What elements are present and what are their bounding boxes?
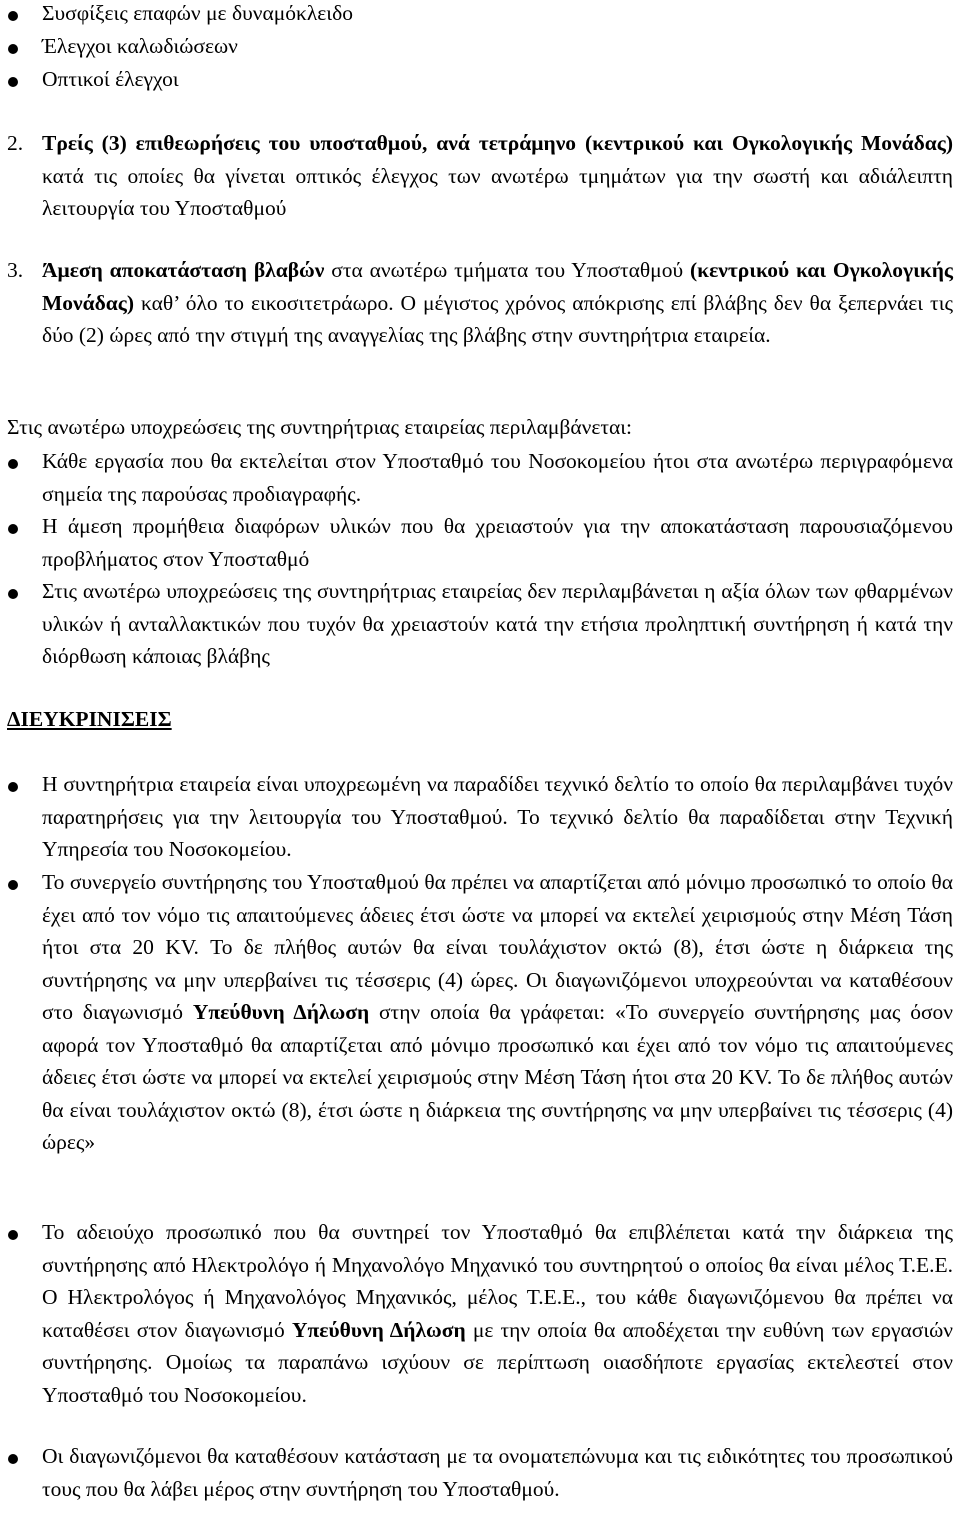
item-3-bold-1: Άμεση αποκατάσταση βλαβών (42, 258, 325, 282)
clarification-item: Η συντηρήτρια εταιρεία είναι υποχρεωμένη να παραδίδει τεχνικό δελτίο το οποίο θα περιλαμβάνει τυχόν παρατηρήσεις για την λειτουργία του Υποσταθμού. Το τεχνικό δελτίο θα παραδίδεται στην Τεχνική Υπηρεσία του Νοσοκομείου. (42, 772, 953, 861)
item-number: 2. (7, 131, 24, 155)
bullet-icon (8, 1454, 18, 1464)
item-3-text (42, 254, 953, 352)
item-3-rest: καθ’ όλο το εικοσιτετράωρο. Ο μέγιστος χρόνος απόκρισης επί βλάβης δεν θα ξεπερνάει τις δύο (2) ώρες από την στιγμή της αναγγελίας της βλάβης στην συντηρήτρια εταιρεία. (42, 290, 953, 347)
bullet-icon (8, 524, 18, 534)
clar-2-bold: Υπεύθυνη Δήλωση (192, 1000, 370, 1024)
list-item: Έλεγχοι καλωδιώσεων (42, 34, 238, 58)
item-2-text (42, 127, 953, 225)
item-2-rest: κατά τις οποίες θα γίνεται οπτικός έλεγχος των ανωτέρω τμημάτων για την σωστή και αδιάλειπτη λειτουργία του Υποσταθμού (42, 163, 953, 220)
bullet-icon (8, 880, 18, 890)
bullet-icon (8, 782, 18, 792)
clarification-item (42, 1216, 953, 1411)
clar-3-part-2: με την οποία θα αποδέχεται την ευθύνη των εργασιών συντήρησης. Ομοίως τα παραπάνω ισχύουν σε περίπτωση οιασδήποτε εργασίας εκτελεστεί στον Υποσταθμό του Νοσοκομείου. (42, 1317, 954, 1407)
list-item: Συσφίξεις επαφών με δυναμόκλειδο (42, 1, 353, 25)
bullet-icon (8, 44, 18, 54)
obligation-item: Κάθε εργασία που θα εκτελείται στον Υποσταθμό του Νοσοκομείου ήτοι στα ανωτέρω περιγραφόμενα σημεία της παρούσας προδιαγραφής. (42, 449, 953, 506)
bullet-icon (8, 11, 18, 21)
item-3-mid: στα ανωτέρω τμήματα του Υποσταθμού (324, 258, 690, 282)
clarification-item (42, 866, 953, 1159)
clar-3-bold: Υπεύθυνη Δήλωση (291, 1317, 466, 1342)
clarifications-heading: ΔΙΕΥΚΡΙΝΙΣΕΙΣ (7, 707, 172, 731)
bullet-icon (8, 1230, 18, 1240)
item-number: 3. (7, 258, 24, 282)
bullet-icon (8, 459, 18, 469)
bullet-icon (8, 589, 18, 599)
obligation-item: Η άμεση προμήθεια διαφόρων υλικών που θα χρειαστούν για την αποκατάσταση παρουσιαζόμενου προβλήματος στον Υποσταθμό (42, 514, 953, 571)
item-2-bold: Τρείς (3) επιθεωρήσεις του υποσταθμού, ανά τετράμηνο (κεντρικού και Ογκολογικής Μονάδας) (42, 131, 953, 155)
obligations-intro: Στις ανωτέρω υποχρεώσεις της συντηρήτριας εταιρείας περιλαμβάνεται: (7, 415, 633, 439)
obligation-item: Στις ανωτέρω υποχρεώσεις της συντηρήτριας εταιρείας δεν περιλαμβάνεται η αξία όλων των φθαρμένων υλικών ή ανταλλακτικών που τυχόν θα χρειαστούν κατά την ετήσια προληπτική συντήρηση ή κατά την διόρθωση κάποιας βλάβης (42, 579, 953, 668)
clar-2-part-1: Το συνεργείο συντήρησης του Υποσταθμού θα πρέπει να απαρτίζεται από μόνιμο προσωπικό το οποίο θα έχει από τον νόμο τις απαιτούμενες άδειες έτσι ώστε να μπορεί να εκτελεί χειρισμούς στην Μέση Τάση ήτοι στα 20 KV. Το δε πλήθος αυτών θα είναι τουλάχιστον οκτώ (8), έτσι ώστε η διάρκεια της συντήρησης να μην υπερβαίνει τις τέσσερις (4) ώρες. Οι διαγωνιζόμενοι υποχρεούνται να καταθέσουν στο διαγωνισμό (42, 870, 953, 1024)
bullet-icon (8, 77, 18, 87)
item-3-bold-2: (κεντρικού και Ογκολογικής Μονάδας) (42, 258, 953, 315)
clar-2-part-2: στην οποία θα γράφεται: «Το συνεργείο συντήρησης μας όσον αφορά τον Υποσταθμό θα απαρτίζεται από μόνιμο προσωπικό και έχει από τον νόμο τις απαιτούμενες άδειες έτσι ώστε να μπορεί να εκτελεί χειρισμούς στην Μέση Τάση ήτοι στα 20 KV. Το δε πλήθος αυτών θα είναι τουλάχιστον οκτώ (8), έτσι ώστε η διάρκεια της συντήρησης να μην υπερβαίνει τις τέσσερις (4) ώρες» (42, 1000, 954, 1154)
clarification-item: Οι διαγωνιζόμενοι θα καταθέσουν κατάσταση με τα ονοματεπώνυμα και τις ειδικότητες του προσωπικού τους που θα λάβει μέρος στην συντήρηση του Υποσταθμού. (42, 1444, 953, 1501)
list-item: Οπτικοί έλεγχοι (42, 67, 179, 91)
clar-3-part-1: Το αδειούχο προσωπικό που θα συντηρεί τον Υποσταθμό θα επιβλέπεται κατά την διάρκεια της συντήρησης από Ηλεκτρολόγο ή Μηχανολόγο Μηχανικό του συντηρητού ο οποίος θα είναι μέλος Τ.Ε.Ε. Ο Ηλεκτρολόγος ή Μηχανολόγος Μηχανικός, μέλος Τ.Ε.Ε., του κάθε διαγωνιζόμενου θα πρέπει να καταθέσει στον διαγωνισμό (42, 1220, 953, 1342)
